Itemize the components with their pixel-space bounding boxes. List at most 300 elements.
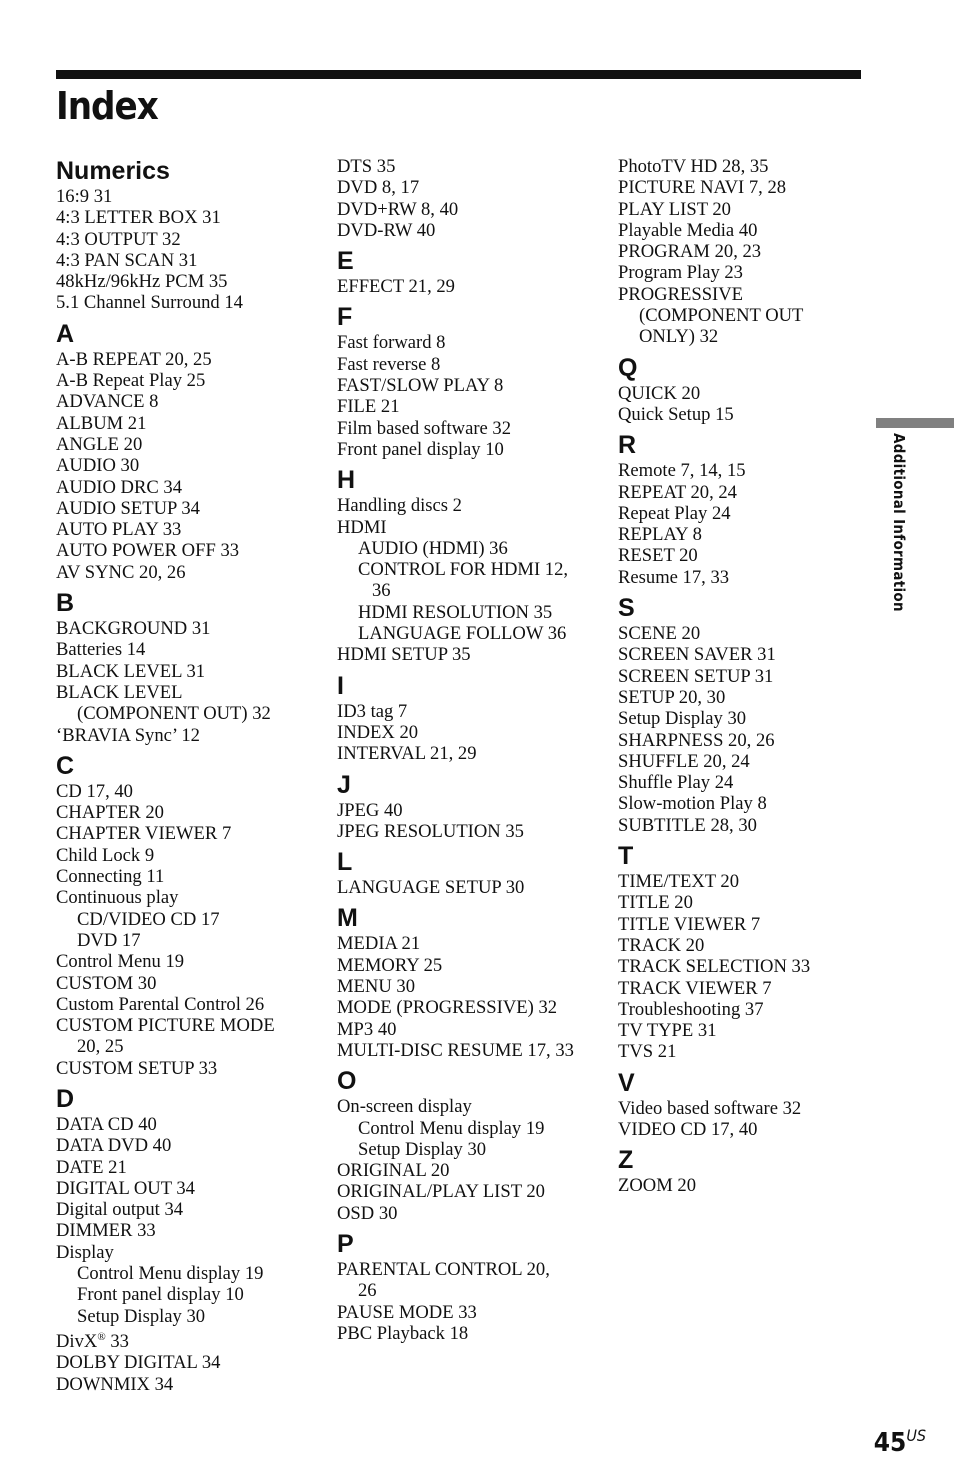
index-entry [618, 623, 880, 644]
index-entry [337, 199, 599, 220]
index-entry [618, 1175, 880, 1196]
top-rule [56, 70, 861, 79]
entry-text: OSD 30 [337, 1202, 398, 1224]
entry-text: JPEG RESOLUTION 35 [337, 820, 524, 842]
entry-text: Remote 7, 14, 15 [618, 460, 746, 482]
section-heading: H [337, 466, 356, 495]
index-section [337, 156, 599, 241]
index-section [618, 841, 880, 1063]
index-entry [56, 1220, 318, 1241]
index-column-1 [56, 156, 318, 1400]
section-heading: V [618, 1068, 635, 1097]
section-heading: C [56, 751, 75, 780]
index-entry [56, 1352, 318, 1373]
entry-text: DATA CD 40 [56, 1113, 157, 1135]
section-heading: R [618, 431, 637, 460]
index-entry [618, 284, 880, 348]
index-entry [56, 845, 318, 866]
index-entry [56, 391, 318, 412]
entry-text: Front panel display 10 [77, 1284, 244, 1306]
entry-text: Shuffle Play 24 [618, 772, 734, 794]
index-entry [56, 1058, 318, 1079]
index-entry [618, 220, 880, 241]
section-tab-label: Additional Information [890, 433, 908, 612]
index-entry [337, 1259, 599, 1302]
index-entry [618, 914, 880, 935]
entry-text: INTERVAL 21, 29 [337, 743, 477, 765]
entry-continuation: 26 [358, 1280, 377, 1302]
entry-text: HDMI SETUP 35 [337, 644, 471, 666]
entry-text: DATE 21 [56, 1156, 127, 1178]
index-entry [618, 956, 880, 977]
entry-page-ref: 33 [105, 1330, 129, 1352]
entry-text: DOWNMIX 34 [56, 1373, 174, 1395]
entry-continuation: 20, 25 [77, 1036, 124, 1058]
index-entry [337, 821, 599, 842]
index-entry [618, 793, 880, 814]
index-entry [618, 871, 880, 892]
index-subentry [337, 538, 599, 559]
entry-text: A-B REPEAT 20, 25 [56, 348, 212, 370]
section-heading: Q [618, 353, 638, 382]
index-entry [618, 730, 880, 751]
index-entry [56, 661, 318, 682]
index-section [337, 465, 599, 665]
section-heading: A [56, 319, 75, 348]
index-entry [56, 477, 318, 498]
entry-text: DVD 17 [77, 929, 141, 951]
index-column-2 [337, 156, 599, 1349]
entry-text: JPEG 40 [337, 799, 403, 821]
index-entry [618, 156, 880, 177]
entry-text: Control Menu 19 [56, 951, 185, 973]
entry-text: Digital output 34 [56, 1199, 184, 1221]
entry-text: TRACK VIEWER 7 [618, 977, 772, 999]
entry-text: SCENE 20 [618, 623, 701, 645]
index-subentry [56, 909, 318, 930]
entry-text: A-B Repeat Play 25 [56, 370, 206, 392]
entry-text: ADVANCE 8 [56, 391, 159, 413]
entry-text: DVD-RW 40 [337, 219, 436, 241]
index-entry [337, 517, 599, 538]
entry-text: ORIGINAL/PLAY LIST 20 [337, 1181, 545, 1203]
entry-text: Fast reverse 8 [337, 353, 441, 375]
entry-text: Setup Display 30 [77, 1305, 206, 1327]
index-section [337, 903, 599, 1061]
section-heading: M [337, 904, 358, 933]
index-entry [618, 1041, 880, 1062]
index-entry [337, 933, 599, 954]
index-entry [56, 1242, 318, 1263]
entry-text: SHARPNESS 20, 26 [618, 729, 775, 751]
entry-text: AUDIO (HDMI) 36 [358, 537, 508, 559]
index-entry [56, 413, 318, 434]
index-section [618, 1068, 880, 1141]
section-heading: T [618, 842, 634, 871]
entry-text: Slow-motion Play 8 [618, 793, 767, 815]
index-entry [56, 866, 318, 887]
index-entry [618, 772, 880, 793]
index-section [337, 1229, 599, 1344]
index-entry [337, 1302, 599, 1323]
entry-text: Child Lock 9 [56, 844, 155, 866]
index-entry [56, 292, 318, 313]
index-entry [56, 1135, 318, 1156]
index-entry [56, 1157, 318, 1178]
entry-text: CUSTOM PICTURE MODE [56, 1015, 275, 1037]
entry-text: Resume 17, 33 [618, 566, 730, 588]
entry-text: PROGRAM 20, 23 [618, 241, 762, 263]
index-subentry [337, 623, 599, 644]
entry-text: DATA DVD 40 [56, 1135, 172, 1157]
index-entry [337, 1040, 599, 1061]
entry-text: SETUP 20, 30 [618, 686, 726, 708]
index-entry [56, 1374, 318, 1395]
index-column-3 [618, 156, 880, 1202]
entry-text: Continuous play [56, 887, 179, 909]
entry-text: Handling discs 2 [337, 495, 462, 517]
section-heading: B [56, 589, 75, 618]
index-entry [618, 177, 880, 198]
index-entry [337, 1323, 599, 1344]
entry-text: DivX [56, 1330, 98, 1352]
index-section [337, 1066, 599, 1224]
entry-text: Front panel display 10 [337, 438, 504, 460]
entry-text: 48kHz/96kHz PCM 35 [56, 271, 228, 293]
entry-text: Quick Setup 15 [618, 403, 734, 425]
entry-text: DIGITAL OUT 34 [56, 1177, 195, 1199]
entry-text: TIME/TEXT 20 [618, 871, 740, 893]
index-entry [337, 156, 599, 177]
entry-text: ‘BRAVIA Sync’ 12 [56, 724, 200, 746]
index-entry [56, 207, 318, 228]
index-entry [618, 978, 880, 999]
entry-text: MP3 40 [337, 1018, 397, 1040]
entry-text: Setup Display 30 [358, 1138, 487, 1160]
entry-text: CD/VIDEO CD 17 [77, 908, 220, 930]
index-section [56, 156, 318, 314]
index-entry [618, 1098, 880, 1119]
index-entry [618, 1119, 880, 1140]
index-entry [56, 781, 318, 802]
index-entry [56, 802, 318, 823]
entry-text: LANGUAGE SETUP 30 [337, 877, 525, 899]
page-number-value: 45 [873, 1428, 907, 1458]
index-entry [337, 1096, 599, 1117]
entry-text: Repeat Play 24 [618, 502, 731, 524]
index-subentry [337, 1118, 599, 1139]
index-entry [56, 973, 318, 994]
entry-text: Film based software 32 [337, 417, 512, 439]
index-entry [56, 951, 318, 972]
index-entry [618, 241, 880, 262]
index-section [337, 246, 599, 297]
index-entry [337, 955, 599, 976]
entry-text: ORIGINAL 20 [337, 1160, 450, 1182]
entry-text: CHAPTER VIEWER 7 [56, 823, 232, 845]
index-subentry [337, 602, 599, 623]
index-subentry [56, 1284, 318, 1305]
entry-text: FILE 21 [337, 396, 400, 418]
index-entry [56, 1178, 318, 1199]
entry-text: 4:3 LETTER BOX 31 [56, 207, 221, 229]
entry-text: AUDIO SETUP 34 [56, 497, 200, 519]
entry-text: REPLAY 8 [618, 524, 702, 546]
entry-text: ALBUM 21 [56, 412, 147, 434]
index-entry [618, 482, 880, 503]
index-section [56, 751, 318, 1079]
entry-text: BLACK LEVEL [56, 681, 183, 703]
index-entry [618, 815, 880, 836]
index-entry [56, 250, 318, 271]
entry-text: Batteries 14 [56, 639, 146, 661]
index-entry [618, 935, 880, 956]
index-subentry [337, 1139, 599, 1160]
page-title: Index [56, 84, 158, 128]
index-entry [618, 545, 880, 566]
entry-continuation: (COMPONENT OUT) 32 [77, 703, 271, 725]
entry-text: BACKGROUND 31 [56, 618, 211, 640]
entry-text: AUTO POWER OFF 33 [56, 540, 240, 562]
index-entry [56, 639, 318, 660]
index-entry [337, 1160, 599, 1181]
index-entry [337, 1181, 599, 1202]
index-entry [56, 349, 318, 370]
entry-continuation: 36 [372, 580, 391, 602]
entry-text: RESET 20 [618, 545, 698, 567]
index-entry [337, 220, 599, 241]
page-number [874, 1426, 926, 1458]
section-heading: P [337, 1229, 354, 1258]
index-entry [56, 618, 318, 639]
entry-text: MULTI-DISC RESUME 17, 33 [337, 1039, 574, 1061]
entry-text: PBC Playback 18 [337, 1322, 469, 1344]
index-entry [337, 375, 599, 396]
index-section [618, 430, 880, 588]
entry-text: Fast forward 8 [337, 332, 446, 354]
index-entry [56, 1327, 318, 1352]
index-entry [337, 722, 599, 743]
index-entry [618, 1020, 880, 1041]
entry-text: DVD 8, 17 [337, 177, 420, 199]
entry-text: VIDEO CD 17, 40 [618, 1118, 758, 1140]
entry-text: ANGLE 20 [56, 433, 143, 455]
entry-text: AUTO PLAY 33 [56, 519, 182, 541]
entry-text: Display [56, 1241, 114, 1263]
entry-text: PICTURE NAVI 7, 28 [618, 177, 787, 199]
entry-text: PROGRESSIVE [618, 283, 744, 305]
entry-text: TRACK 20 [618, 934, 705, 956]
entry-continuation: (COMPONENT OUT [639, 305, 804, 327]
index-entry [337, 800, 599, 821]
index-entry [56, 229, 318, 250]
entry-text: AUDIO DRC 34 [56, 476, 183, 498]
index-section [618, 1145, 880, 1196]
index-entry [337, 418, 599, 439]
entry-text: MODE (PROGRESSIVE) 32 [337, 997, 558, 1019]
entry-text: TV TYPE 31 [618, 1020, 717, 1042]
section-heading: I [337, 671, 344, 700]
index-entry [618, 687, 880, 708]
section-heading: D [56, 1084, 75, 1113]
index-entry [618, 999, 880, 1020]
index-entry [337, 354, 599, 375]
entry-text: Setup Display 30 [618, 708, 747, 730]
entry-text: CUSTOM SETUP 33 [56, 1057, 218, 1079]
section-heading: O [337, 1067, 357, 1096]
index-entry [618, 262, 880, 283]
index-entry [337, 701, 599, 722]
entry-text: QUICK 20 [618, 382, 701, 404]
index-section [56, 319, 318, 583]
index-entry [337, 1019, 599, 1040]
entry-text: TITLE VIEWER 7 [618, 913, 761, 935]
entry-text: CUSTOM 30 [56, 972, 157, 994]
index-section [337, 770, 599, 843]
entry-text: FAST/SLOW PLAY 8 [337, 375, 504, 397]
index-section [337, 847, 599, 898]
index-entry [618, 666, 880, 687]
index-section [337, 671, 599, 765]
entry-text: Control Menu display 19 [77, 1263, 264, 1285]
section-heading: Numerics [56, 157, 170, 185]
index-entry [56, 271, 318, 292]
index-entry [618, 503, 880, 524]
entry-text: ZOOM 20 [618, 1175, 696, 1197]
entry-text: CONTROL FOR HDMI 12, [358, 559, 569, 581]
entry-text: Playable Media 40 [618, 219, 758, 241]
index-entry [618, 708, 880, 729]
entry-text: 5.1 Channel Surround 14 [56, 292, 243, 314]
entry-text: 4:3 OUTPUT 32 [56, 228, 181, 250]
index-entry [618, 892, 880, 913]
index-entry [618, 460, 880, 481]
index-section [56, 588, 318, 746]
index-entry [337, 177, 599, 198]
entry-text: Troubleshooting 37 [618, 998, 764, 1020]
entry-text: SCREEN SETUP 31 [618, 665, 774, 687]
entry-text: AUDIO 30 [56, 455, 140, 477]
entry-text: HDMI RESOLUTION 35 [358, 601, 553, 623]
entry-text: REPEAT 20, 24 [618, 481, 737, 503]
entry-text: AV SYNC 20, 26 [56, 561, 186, 583]
index-entry [56, 887, 318, 908]
entry-text: DTS 35 [337, 156, 396, 177]
index-entry [56, 562, 318, 583]
section-heading: E [337, 247, 354, 276]
index-entry [337, 332, 599, 353]
index-entry [56, 519, 318, 540]
section-heading: L [337, 848, 353, 877]
entry-text: CD 17, 40 [56, 780, 133, 802]
entry-text: PAUSE MODE 33 [337, 1301, 477, 1323]
index-entry [56, 1015, 318, 1058]
index-entry [56, 540, 318, 561]
index-entry [56, 1199, 318, 1220]
index-entry [56, 455, 318, 476]
entry-continuation: ONLY) 32 [639, 326, 719, 348]
entry-text: MEMORY 25 [337, 954, 443, 976]
entry-text: Program Play 23 [618, 262, 743, 284]
entry-text: INDEX 20 [337, 721, 419, 743]
entry-text: 4:3 PAN SCAN 31 [56, 249, 198, 271]
index-entry [618, 751, 880, 772]
index-entry [618, 383, 880, 404]
entry-text: LANGUAGE FOLLOW 36 [358, 623, 567, 645]
index-entry [337, 276, 599, 297]
entry-text: 16:9 31 [56, 186, 113, 207]
entry-text: MEDIA 21 [337, 933, 421, 955]
entry-text: ID3 tag 7 [337, 700, 408, 722]
index-section [618, 156, 880, 348]
index-entry [337, 644, 599, 665]
index-entry [618, 567, 880, 588]
index-entry [337, 997, 599, 1018]
entry-text: TVS 21 [618, 1041, 677, 1063]
entry-text: Control Menu display 19 [358, 1117, 545, 1139]
entry-text: SUBTITLE 28, 30 [618, 814, 757, 836]
entry-text: DIMMER 33 [56, 1220, 156, 1242]
entry-text: PARENTAL CONTROL 20, [337, 1258, 550, 1280]
index-entry [618, 404, 880, 425]
index-section [618, 593, 880, 836]
index-entry [337, 976, 599, 997]
section-heading: Z [618, 1146, 634, 1175]
index-entry [56, 1114, 318, 1135]
entry-text: SHUFFLE 20, 24 [618, 750, 750, 772]
index-entry [56, 725, 318, 746]
index-entry [337, 495, 599, 516]
index-entry [618, 644, 880, 665]
entry-text: TRACK SELECTION 33 [618, 956, 811, 978]
index-entry [56, 370, 318, 391]
entry-text: On-screen display [337, 1096, 472, 1118]
entry-text: CHAPTER 20 [56, 802, 164, 824]
entry-text: Video based software 32 [618, 1097, 802, 1119]
entry-text: PhotoTV HD 28, 35 [618, 156, 769, 177]
entry-text: SCREEN SAVER 31 [618, 644, 776, 666]
index-entry [56, 682, 318, 725]
index-section [337, 302, 599, 460]
index-entry [56, 823, 318, 844]
entry-text: EFFECT 21, 29 [337, 276, 455, 298]
index-entry [56, 994, 318, 1015]
index-entry [618, 199, 880, 220]
entry-text: TITLE 20 [618, 892, 693, 914]
index-entry [337, 877, 599, 898]
index-subentry [56, 1263, 318, 1284]
index-subentry [56, 1306, 318, 1327]
entry-text: PLAY LIST 20 [618, 198, 731, 220]
index-entry [56, 186, 318, 207]
index-subentry [337, 559, 599, 602]
index-section [56, 1084, 318, 1395]
index-entry [337, 743, 599, 764]
section-heading: S [618, 594, 635, 623]
index-entry [56, 434, 318, 455]
entry-text: Custom Parental Control 26 [56, 993, 265, 1015]
section-heading: F [337, 303, 353, 332]
entry-text: DVD+RW 8, 40 [337, 198, 459, 220]
index-entry [337, 439, 599, 460]
entry-text: Connecting 11 [56, 866, 165, 888]
index-subentry [56, 930, 318, 951]
index-entry [56, 498, 318, 519]
section-tab-bar [876, 418, 954, 428]
index-entry [337, 1203, 599, 1224]
entry-text: BLACK LEVEL 31 [56, 660, 206, 682]
page-number-suffix: US [906, 1426, 926, 1445]
